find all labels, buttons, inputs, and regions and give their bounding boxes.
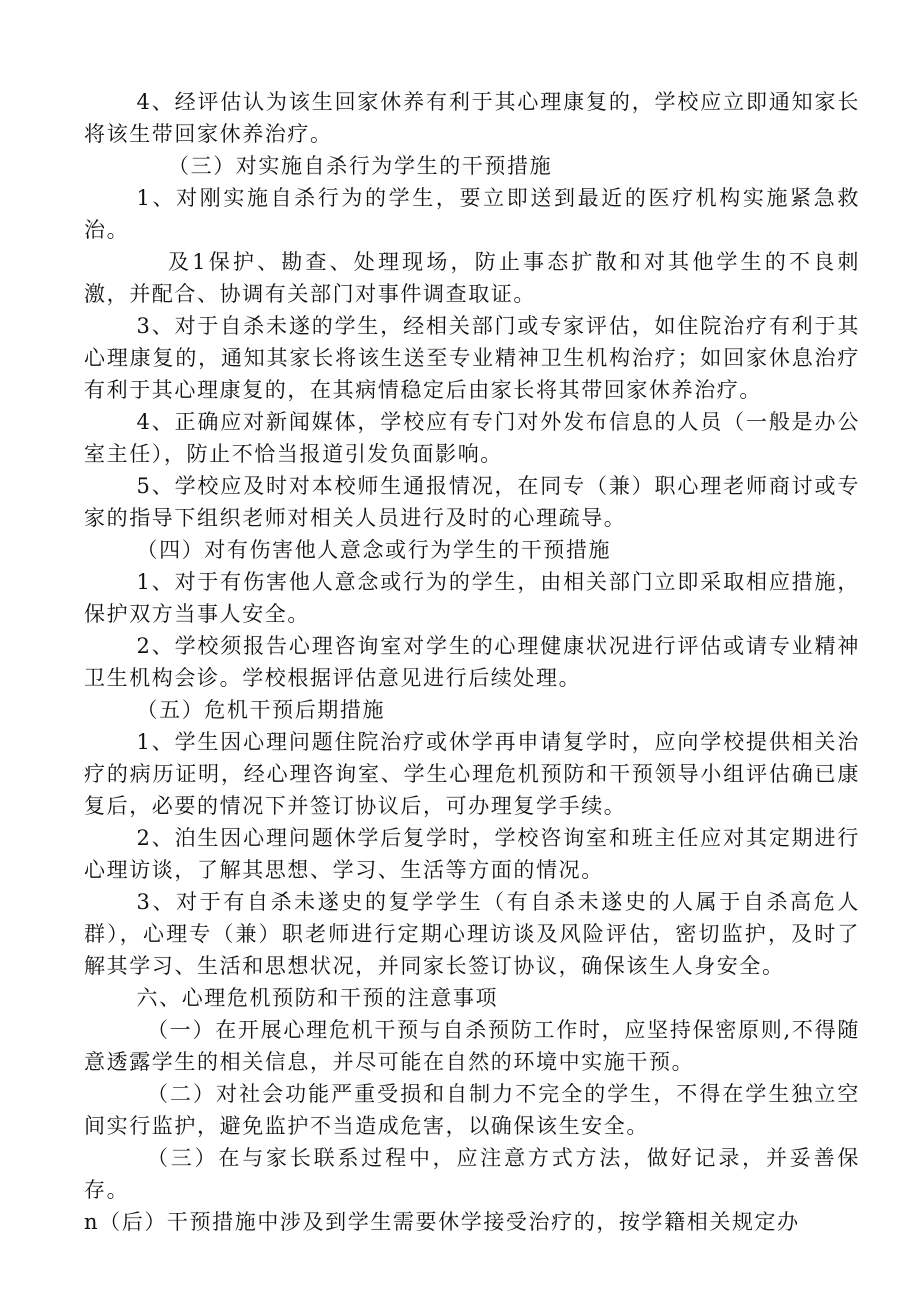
paragraph-failed-attempt-care: 3、对于自杀未遂的学生，经相关部门或专家评估，如住院治疗有利于其心理康复的，通知其家长将该生送至专业精神卫生机构治疗；如回家休息治疗有利于其心理康复的，在其病情稳定后由家长将其带回家休养治疗。 <box>84 314 860 402</box>
paragraph-supervision: （二）对社会功能严重受损和自制力不完全的学生，不得在学生独立空间实行监护，避免监护不当造成危害，以确保该生安全。 <box>84 1082 860 1138</box>
paragraph-media-response: 4、正确应对新闻媒体，学校应有专门对外发布信息的人员（一般是办公室主任），防止不恰当报道引发负面影响。 <box>84 410 860 466</box>
paragraph-return-to-school: 1、学生因心理问题住院治疗或休学再申请复学时，应向学校提供相关治疗的病历证明，经心理咨询室、学生心理危机预防和干预领导小组评估确已康复后，必要的情况下并签订协议后，可办理复学手续。 <box>84 730 860 818</box>
paragraph-high-risk-monitoring: 3、对于有自杀未遂史的复学学生（有自杀未遂史的人属于自杀高危人群），心理专（兼）职老师进行定期心理访谈及风险评估，密切监护，及时了解其学习、生活和思想状况，并同家长签订协议，确保该生人身安全。 <box>84 890 860 978</box>
section-heading-suicide-intervention: （三）对实施自杀行为学生的干预措施 <box>168 154 553 178</box>
paragraph-counseling: 5、学校应及时对本校师生通报情况，在同专（兼）职心理老师商讨或专家的指导下组织老师对相关人员进行及时的心理疏导。 <box>84 474 860 530</box>
paragraph-family-contact: （三）在与家长联系过程中，应注意方式方法，做好记录，并妥善保存。 <box>84 1146 860 1202</box>
paragraph-scene-protection: 及1保护、勘查、处理现场，防止事态扩散和对其他学生的不良刺激，并配合、协调有关部门对事件调查取证。 <box>84 250 860 306</box>
paragraph-home-recovery: 4、经评估认为该生回家休养有利于其心理康复的，学校应立即通知家长将该生带回家休养治疗。 <box>84 90 860 146</box>
paragraph-periodic-interview: 2、泊生因心理问题休学后复学时，学校咨询室和班主任应对其定期进行心理访谈，了解其思想、学习、生活等方面的情况。 <box>84 826 860 882</box>
paragraph-confidentiality: （一）在开展心理危机干预与自杀预防工作时，应坚持保密原则,不得随意透露学生的相关信息，并尽可能在自然的环境中实施干预。 <box>84 1018 860 1074</box>
paragraph-protect-parties: 1、对于有伤害他人意念或行为的学生，由相关部门立即采取相应措施，保护双方当事人安全。 <box>84 570 860 626</box>
paragraph-emergency-treatment: 1、对刚实施自杀行为的学生，要立即送到最近的医疗机构实施紧急救治。 <box>84 186 860 242</box>
paragraph-assessment: 2、学校须报告心理咨询室对学生的心理健康状况进行评估或请专业精神卫生机构会诊。学校根据评估意见进行后续处理。 <box>84 634 860 690</box>
section-heading-harm-intervention: （四）对有伤害他人意念或行为学生的干预措施 <box>136 538 612 562</box>
section-heading-later-measures: （五）危机干预后期措施 <box>136 698 386 722</box>
section-heading-precautions: 六、心理危机预防和干预的注意事项 <box>136 986 499 1010</box>
paragraph-leave-procedure: n（后）干预措施中涉及到学生需要休学接受治疗的，按学籍相关规定办 <box>84 1210 800 1234</box>
